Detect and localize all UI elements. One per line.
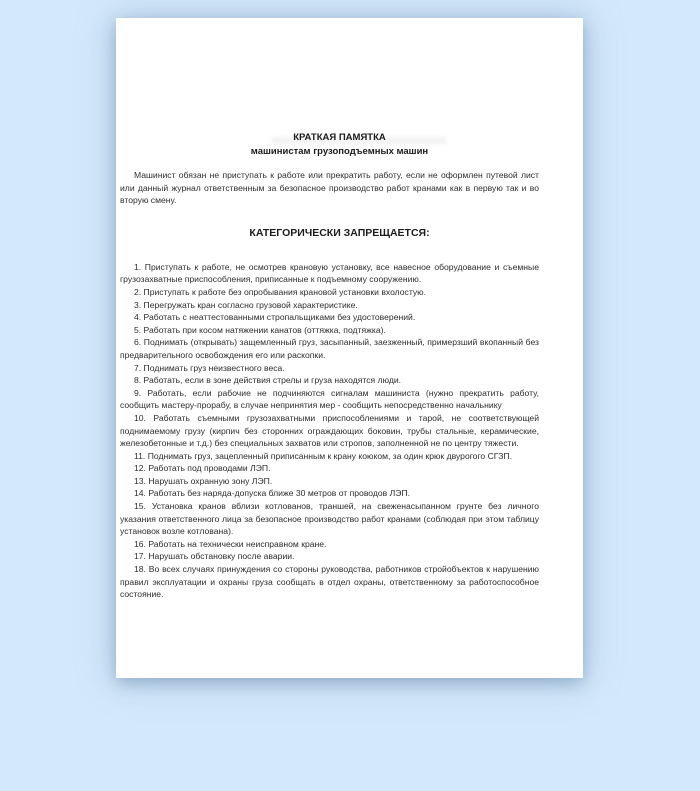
list-item: 16. Работать на технически неисправном кране. xyxy=(134,538,327,549)
list-item: 18. Во всех случаях принуждения со стороны руководства, работников стройобъектов к нарушению правил эксплуатации и охраны груза сообщать в отдел охраны, ответственному за работоспособное состояние. xyxy=(120,564,539,600)
list-item: 8. Работать, если в зоне действия стрелы и груза находятся люди. xyxy=(134,375,402,386)
list-item: 13. Нарушать охранную зону ЛЭП. xyxy=(134,475,273,486)
list-item: 9. Работать, если рабочие не подчиняются сигналам машиниста (нужно прекратить работу, сообщить мастеру-прорабу, в случае непринятия мер - сообщить непосредственно начальнику xyxy=(120,387,539,411)
list-item: 3. Перегружать кран согласно грузовой характеристике. xyxy=(134,299,358,310)
section-heading: КАТЕГОРИЧЕСКИ ЗАПРЕЩАЕТСЯ: xyxy=(249,226,430,239)
document-page xyxy=(116,18,583,678)
list-item: 1. Приступать к работе, не осмотрев крановую установку, все навесное оборудование и съемные грузозахватные приспособления, приписанные к подъемному сооружению. xyxy=(120,261,539,285)
list-item: 14. Работать без наряда-допуска ближе 30 метров от проводов ЛЭП. xyxy=(134,488,411,499)
page-content xyxy=(116,131,583,791)
list-item: 10. Работать съемными грузозахватными приспособлениями и тарой, не соответствующей поднимаемому грузу (кирпич без сторонних ограждающих боковин, трубы стальные, керамические, железобетонные и т.д.) без специальных захватов или стропов, заполненной не по центру тяжести. xyxy=(120,412,539,449)
list-item: 7. Поднимать груз неизвестного веса. xyxy=(134,362,285,373)
document-title: КРАТКАЯ ПАМЯТКА xyxy=(293,132,386,143)
list-item: 5. Работать при косом натяжении канатов (оттяжка, подтяжка). xyxy=(134,324,386,335)
list-item: 4. Работать с неаттестованными стропальщиками без удостоверений. xyxy=(134,312,416,323)
document-subtitle: машинистам грузоподъемных машин xyxy=(250,146,429,157)
list-item: 6. Поднимать (открывать) защемленный груз, засыпанный, заезженный, примерзший вкопанный без предварительного освобождения его или раскопки. xyxy=(120,337,539,360)
intro-paragraph: Машинист обязан не приступать к работе или прекратить работу, если не оформлен путевой лист или данный журнал ответственным за безопасное производство работ кранами как в первую так и во вторую смену. xyxy=(120,170,539,206)
list-item: 17. Нарушать обстановку после аварии. xyxy=(134,551,295,562)
prohibited-items-list xyxy=(120,261,539,601)
list-item: 11. Поднимать груз, зацепленный приписанным к крану коюком, за один крюк двурогого СГЗП. xyxy=(134,450,512,461)
list-item: 2. Приступать к работе без опробывания крановой установки вхолостую. xyxy=(134,286,427,297)
list-item: 12. Работать под проводами ЛЭП. xyxy=(134,463,271,474)
list-item: 15. Установка кранов вблизи котлованов, траншей, на свеженасыпанном грунте без личного указания ответственного лица за безопасное производство работ кранами (соблюдая при этом таблицу установок возле котлована). xyxy=(120,501,539,537)
